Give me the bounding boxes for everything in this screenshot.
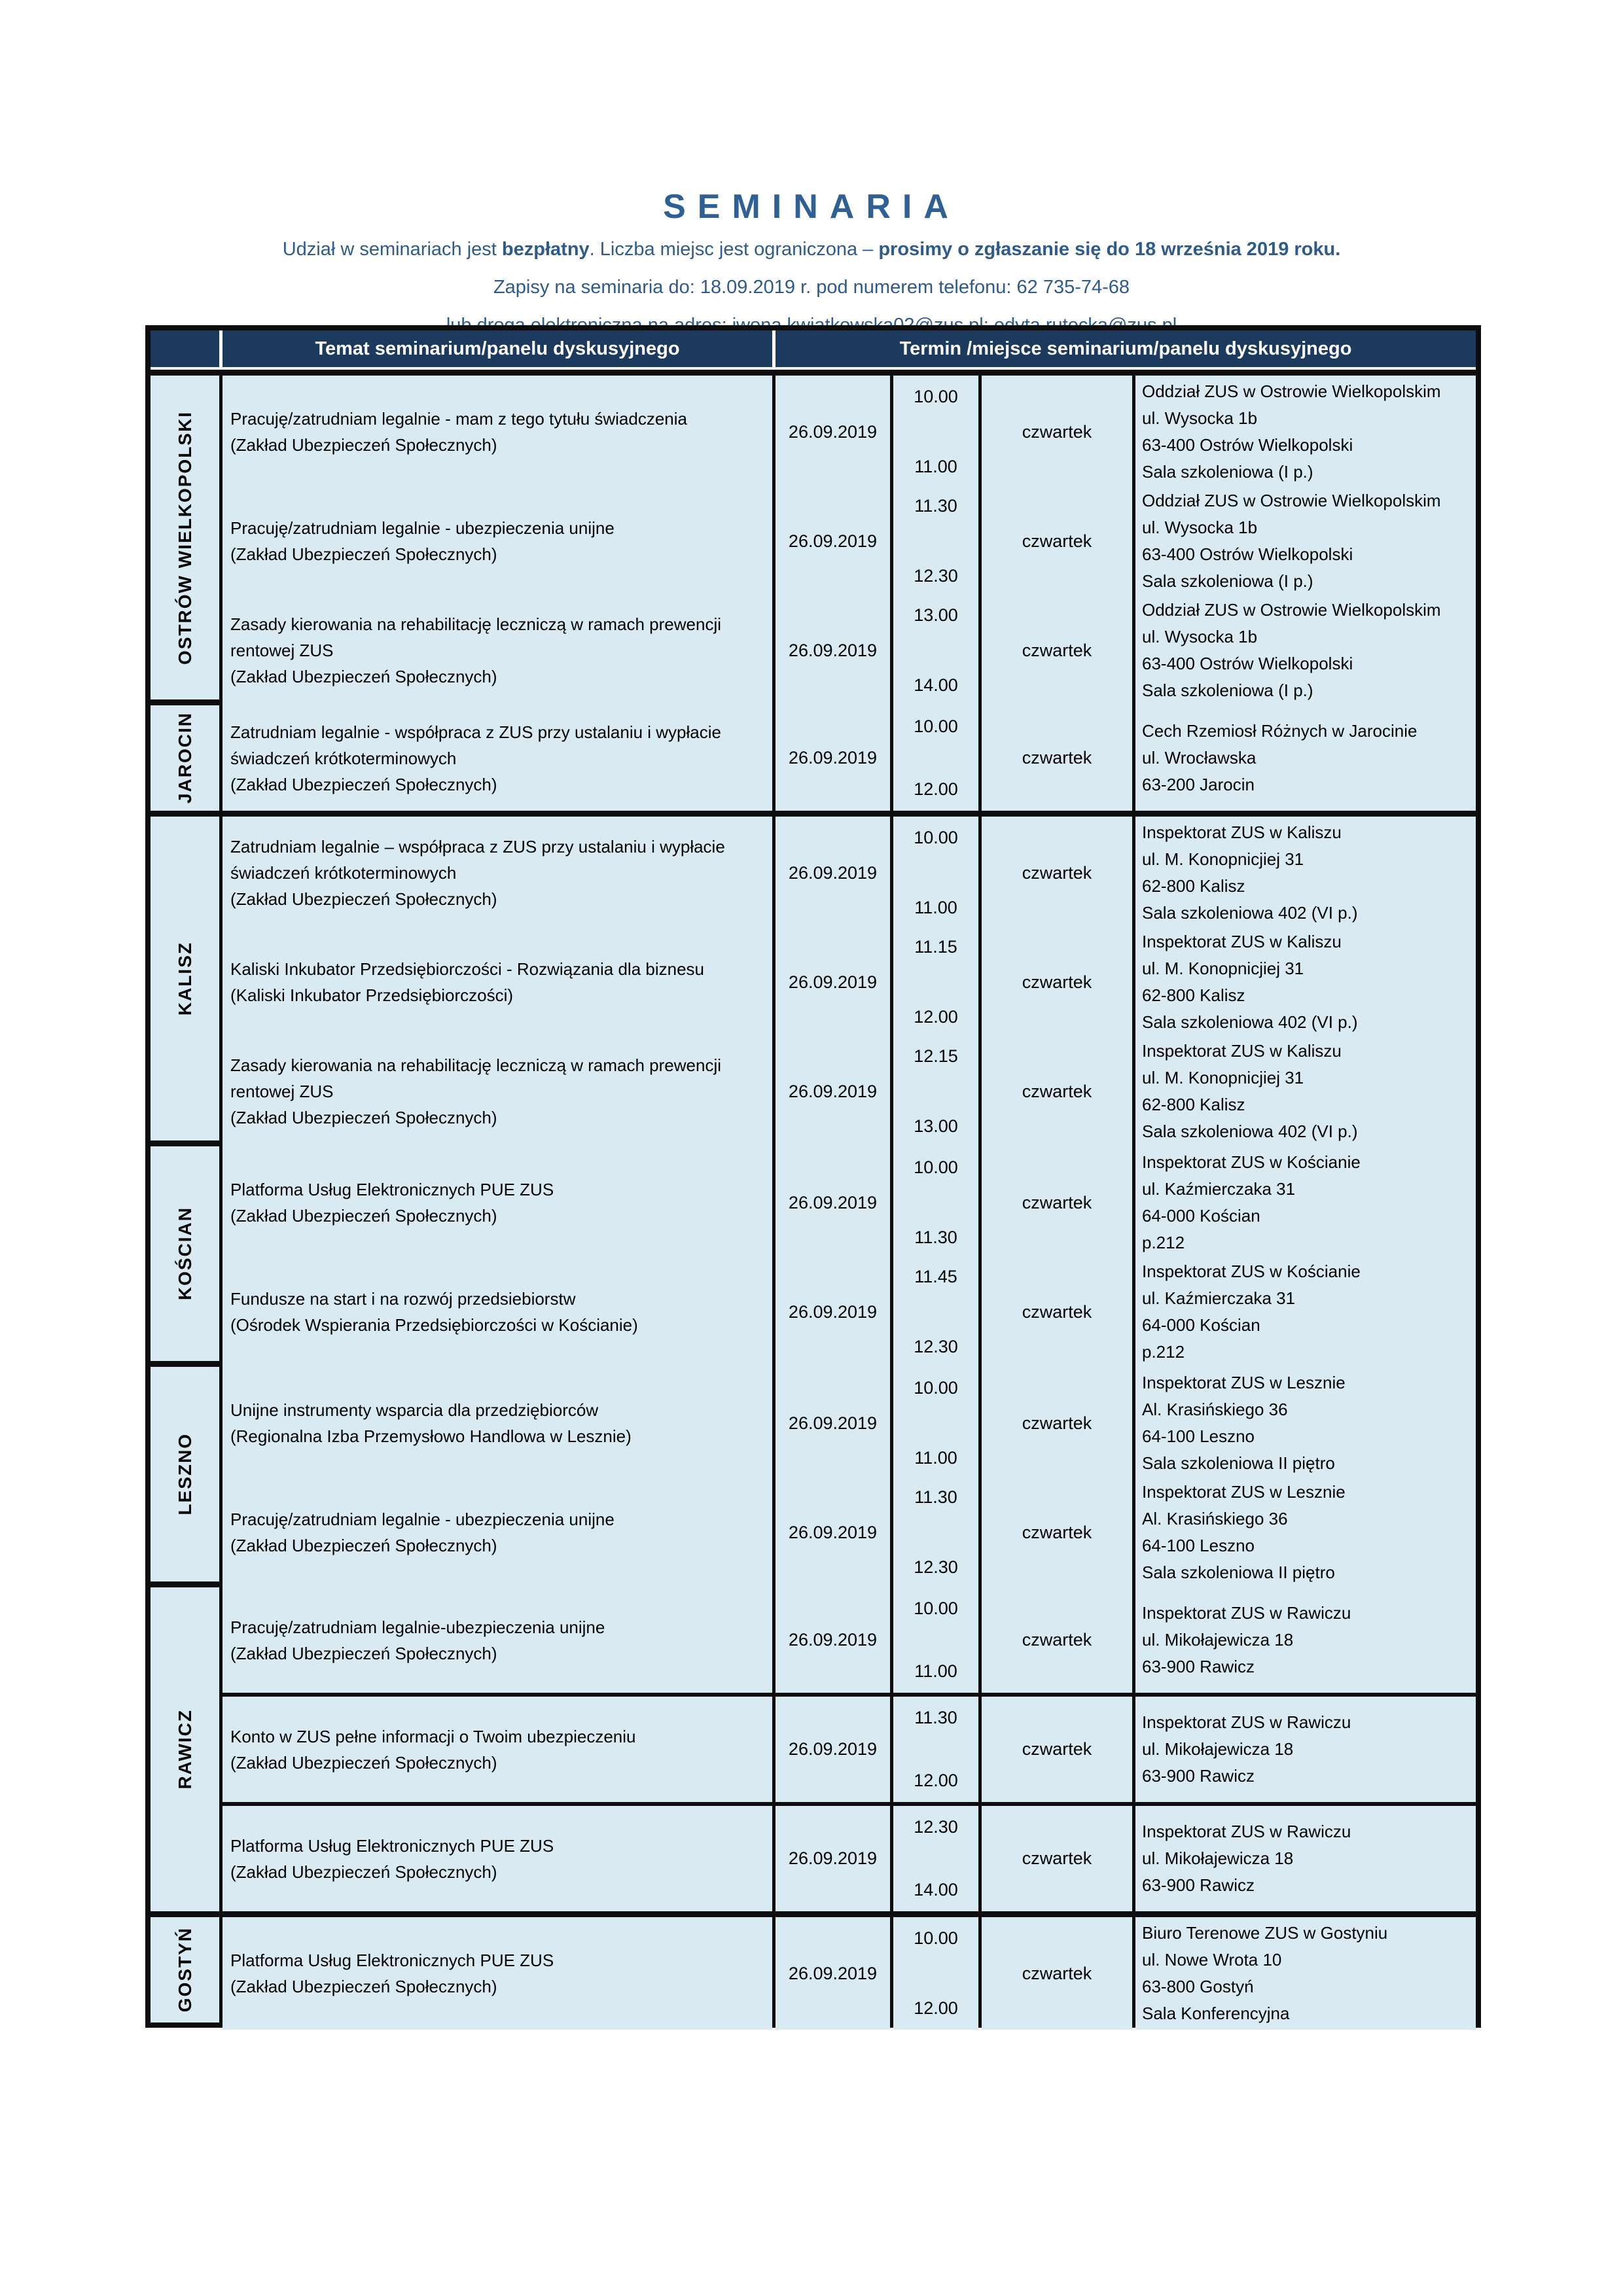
region-label: GOSTYŃ	[174, 1927, 195, 2013]
location-cell	[1135, 1367, 1476, 1479]
topic-cell	[223, 485, 772, 597]
time-cell	[893, 1587, 978, 1693]
location-line: ul. Wysocka 1b	[1142, 627, 1258, 646]
topic-cell	[223, 1917, 772, 2030]
table-row	[223, 594, 1476, 699]
time-start: 10.00	[914, 387, 958, 406]
location-cell	[1135, 705, 1476, 811]
region-label: LESZNO	[174, 1433, 195, 1515]
time-start: 10.00	[914, 1378, 958, 1398]
time-start: 11.15	[914, 937, 957, 957]
location-line: 63-900 Rawicz	[1142, 1657, 1255, 1676]
day-cell: czwartek	[982, 1146, 1132, 1259]
table-row	[223, 1917, 1476, 2022]
date-cell: 26.09.2019	[776, 1146, 890, 1259]
region-label-cell	[151, 1146, 219, 1361]
topic-cell	[223, 1256, 772, 1368]
region-label-cell	[151, 1587, 219, 1911]
location-cell	[1135, 1806, 1476, 1911]
time-start: 12.15	[914, 1046, 958, 1066]
location-line: 63-900 Rawicz	[1142, 1766, 1255, 1786]
location-line: Inspektorat ZUS w Rawiczu	[1142, 1822, 1351, 1841]
table-row	[223, 1256, 1476, 1361]
topic-line: Unijne instrumenty wsparcia dla przedziębiorców	[230, 1400, 599, 1420]
time-start: 11.30	[914, 1487, 957, 1507]
table-row	[223, 1587, 1476, 1693]
topic-line: Fundusze na start i na rozwój przedsiebiorstw	[230, 1289, 576, 1309]
date-cell: 26.09.2019	[776, 1806, 890, 1911]
location-line: Inspektorat ZUS w Kaliszu	[1142, 932, 1342, 951]
date-cell: 26.09.2019	[776, 926, 890, 1038]
location-line: 64-100 Leszno	[1142, 1426, 1255, 1446]
location-line: Sala szkoleniowa 402 (VI p.)	[1142, 1122, 1358, 1141]
topic-cell	[223, 1476, 772, 1589]
location-line: 64-000 Kościan	[1142, 1206, 1260, 1226]
topic-line: Kaliski Inkubator Przedsiębiorczości - Rozwiązania dla biznesu	[230, 959, 705, 979]
time-end: 12.00	[914, 1007, 958, 1027]
topic-line: (Regionalna Izba Przemysłowo Handlowa w Lesznie)	[230, 1426, 632, 1446]
time-end: 13.00	[914, 1116, 958, 1136]
region-group	[151, 817, 1476, 1140]
location-line: ul. M. Konopnicjiej 31	[1142, 849, 1304, 869]
time-end: 11.00	[914, 898, 957, 917]
location-line: Al. Krasińskiego 36	[1142, 1509, 1288, 1528]
region-group	[151, 1367, 1476, 1581]
date-cell: 26.09.2019	[776, 1035, 890, 1148]
location-line: Al. Krasińskiego 36	[1142, 1400, 1288, 1419]
location-cell	[1135, 1917, 1476, 2030]
time-cell	[893, 1367, 978, 1479]
topic-line: (Zakład Ubezpieczeń Społecznych)	[230, 1977, 497, 1996]
location-line: 63-200 Jarocin	[1142, 775, 1255, 794]
topic-line: świadczeń krótkoterminowych	[230, 863, 457, 883]
time-cell	[893, 1256, 978, 1368]
region-rows	[223, 1146, 1476, 1361]
region-label: JAROCIN	[174, 712, 195, 804]
time-end: 12.30	[914, 566, 958, 586]
location-cell	[1135, 1146, 1476, 1259]
time-start: 10.00	[914, 1928, 958, 1948]
location-line: Oddział ZUS w Ostrowie Wielkopolskim	[1142, 381, 1441, 401]
region-label-cell	[151, 1917, 219, 2022]
location-cell	[1135, 376, 1476, 488]
time-cell	[893, 705, 978, 811]
table-row	[223, 926, 1476, 1031]
region-label-cell	[151, 705, 219, 811]
time-end: 12.30	[914, 1557, 958, 1577]
date-cell: 26.09.2019	[776, 376, 890, 488]
location-line: Sala szkoleniowa (I p.)	[1142, 571, 1313, 591]
day-cell: czwartek	[982, 1256, 1132, 1368]
location-line: Sala szkoleniowa 402 (VI p.)	[1142, 903, 1358, 923]
document-header	[0, 0, 1623, 340]
topic-line: świadczeń krótkoterminowych	[230, 748, 457, 768]
topic-line: (Zakład Ubezpieczeń Społecznych)	[230, 1536, 497, 1555]
region-group	[151, 705, 1476, 811]
location-line: Biuro Terenowe ZUS w Gostyniu	[1142, 1923, 1388, 1943]
location-line: 62-800 Kalisz	[1142, 876, 1245, 896]
time-end: 11.00	[914, 1661, 957, 1681]
location-line: 63-400 Ostrów Wielkopolski	[1142, 544, 1353, 564]
location-cell	[1135, 1035, 1476, 1148]
location-line: Sala szkoleniowa (I p.)	[1142, 462, 1313, 482]
table-row	[223, 1146, 1476, 1252]
time-end: 14.00	[914, 1880, 958, 1899]
time-cell	[893, 1476, 978, 1589]
location-line: ul. Mikołajewicza 18	[1142, 1630, 1294, 1650]
region-label-cell	[151, 817, 219, 1140]
location-cell	[1135, 817, 1476, 929]
table-header-region-corner	[151, 330, 219, 367]
location-line: Inspektorat ZUS w Kościanie	[1142, 1152, 1361, 1172]
topic-line: Zatrudniam legalnie - współpraca z ZUS przy ustalaniu i wypłacie	[230, 722, 721, 742]
location-line: Oddział ZUS w Ostrowie Wielkopolskim	[1142, 600, 1441, 620]
intro-line-2: Zapisy na seminaria do: 18.09.2019 r. pod numerem telefonu: 62 735-74-68	[493, 277, 1130, 298]
time-end: 12.00	[914, 779, 958, 799]
location-line: ul. Wrocławska	[1142, 748, 1257, 768]
topic-cell	[223, 376, 772, 488]
topic-line: (Kaliski Inkubator Przedsiębiorczości)	[230, 985, 514, 1005]
topic-cell	[223, 705, 772, 811]
location-line: Cech Rzemiosł Różnych w Jarocinie	[1142, 721, 1418, 741]
location-cell	[1135, 594, 1476, 707]
region-label: OSTRÓW WIELKOPOLSKI	[174, 410, 195, 665]
location-line: 62-800 Kalisz	[1142, 1095, 1245, 1114]
topic-line: (Zakład Ubezpieczeń Społecznych)	[230, 544, 497, 564]
intro-line1-regular-1: Udział w seminariach jest	[282, 239, 502, 260]
location-line: 64-100 Leszno	[1142, 1536, 1255, 1555]
topic-line: (Zakład Ubezpieczeń Społecznych)	[230, 667, 497, 686]
date-cell: 26.09.2019	[776, 1476, 890, 1589]
table-header-row	[151, 330, 1476, 370]
day-cell: czwartek	[982, 1917, 1132, 2030]
location-line: Inspektorat ZUS w Kaliszu	[1142, 1041, 1342, 1061]
day-cell: czwartek	[982, 817, 1132, 929]
region-rows	[223, 1917, 1476, 2022]
region-label-cell	[151, 376, 219, 699]
region-label: KOŚCIAN	[174, 1207, 195, 1301]
table-row	[223, 1035, 1476, 1140]
topic-line: Pracuję/zatrudniam legalnie - mam z tego tytułu świadczenia	[230, 409, 688, 429]
day-cell: czwartek	[982, 1476, 1132, 1589]
location-cell	[1135, 485, 1476, 597]
seminars-table	[145, 325, 1481, 2028]
location-line: ul. Wysocka 1b	[1142, 408, 1258, 428]
location-line: p.212	[1142, 1342, 1185, 1362]
region-rows	[223, 1587, 1476, 1911]
date-cell: 26.09.2019	[776, 1587, 890, 1693]
topic-cell	[223, 926, 772, 1038]
table-header-term: Termin /miejsce seminarium/panelu dyskusyjnego	[776, 330, 1476, 367]
time-start: 11.30	[914, 496, 957, 516]
day-cell: czwartek	[982, 1806, 1132, 1911]
topic-line: Zasady kierowania na rehabilitację leczniczą w ramach prewencji	[230, 614, 722, 634]
topic-line: Zasady kierowania na rehabilitację leczniczą w ramach prewencji	[230, 1055, 722, 1075]
date-cell: 26.09.2019	[776, 485, 890, 597]
header-body-divider	[151, 370, 1476, 376]
time-start: 10.00	[914, 1598, 958, 1618]
location-line: ul. Nowe Wrota 10	[1142, 1950, 1282, 1969]
topic-cell	[223, 1697, 772, 1802]
table-row	[223, 1697, 1476, 1802]
time-cell	[893, 594, 978, 707]
date-cell: 26.09.2019	[776, 1917, 890, 2030]
topic-line: Platforma Usług Elektronicznych PUE ZUS	[230, 1835, 554, 1856]
table-row	[223, 705, 1476, 811]
date-cell: 26.09.2019	[776, 1697, 890, 1802]
region-rows	[223, 705, 1476, 811]
date-cell: 26.09.2019	[776, 1256, 890, 1368]
topic-cell	[223, 817, 772, 929]
topic-line: (Zakład Ubezpieczeń Społecznych)	[230, 1108, 497, 1127]
table-row	[223, 376, 1476, 481]
time-end: 11.30	[914, 1227, 957, 1247]
day-cell: czwartek	[982, 1587, 1132, 1693]
region-group	[151, 1146, 1476, 1361]
location-line: ul. Kaźmierczaka 31	[1142, 1288, 1296, 1308]
location-cell	[1135, 1697, 1476, 1802]
location-line: Inspektorat ZUS w Kaliszu	[1142, 822, 1342, 842]
topic-line: (Ośrodek Wspierania Przedsiębiorczości w Kościanie)	[230, 1315, 638, 1335]
topic-line: (Zakład Ubezpieczeń Społecznych)	[230, 1752, 497, 1773]
time-cell	[893, 1697, 978, 1802]
topic-line: (Zakład Ubezpieczeń Społecznych)	[230, 1862, 497, 1882]
intro-line1-regular-2: . Liczba miejsc jest ograniczona –	[589, 239, 879, 260]
time-cell	[893, 1917, 978, 2030]
day-cell: czwartek	[982, 1035, 1132, 1148]
region-rows	[223, 376, 1476, 699]
topic-cell	[223, 1146, 772, 1259]
time-end: 14.00	[914, 675, 958, 695]
topic-cell	[223, 1367, 772, 1479]
location-line: 63-400 Ostrów Wielkopolski	[1142, 435, 1353, 455]
topic-line: Pracuję/zatrudniam legalnie-ubezpieczenia unijne	[230, 1617, 605, 1637]
topic-line: (Zakład Ubezpieczeń Społecznych)	[230, 1206, 497, 1226]
day-cell: czwartek	[982, 926, 1132, 1038]
day-cell: czwartek	[982, 376, 1132, 488]
time-end: 12.00	[914, 1998, 958, 2018]
location-line: Inspektorat ZUS w Rawiczu	[1142, 1712, 1351, 1732]
time-cell	[893, 1146, 978, 1259]
location-line: 63-900 Rawicz	[1142, 1875, 1255, 1895]
topic-line: rentowej ZUS	[230, 641, 334, 660]
topic-line: Zatrudniam legalnie – współpraca z ZUS przy ustalaniu i wypłacie	[230, 837, 725, 857]
location-line: ul. M. Konopnicjiej 31	[1142, 959, 1304, 978]
location-line: ul. Kaźmierczaka 31	[1142, 1179, 1296, 1199]
time-start: 11.30	[914, 1708, 957, 1727]
location-line: Sala szkoleniowa (I p.)	[1142, 680, 1313, 700]
location-line: Inspektorat ZUS w Lesznie	[1142, 1373, 1346, 1392]
intro-line-1	[0, 235, 1623, 264]
table-header-topic: Temat seminarium/panelu dyskusyjnego	[223, 330, 772, 367]
topic-cell	[223, 1806, 772, 1911]
location-line: Inspektorat ZUS w Kościanie	[1142, 1262, 1361, 1281]
time-cell	[893, 376, 978, 488]
table-row	[223, 485, 1476, 590]
time-start: 11.45	[914, 1267, 957, 1286]
location-line: Sala szkoleniowa 402 (VI p.)	[1142, 1012, 1358, 1032]
region-group	[151, 1917, 1476, 2022]
topic-line: (Zakład Ubezpieczeń Społecznych)	[230, 435, 497, 455]
time-cell	[893, 1806, 978, 1911]
location-line: Sala szkoleniowa II piętro	[1142, 1453, 1335, 1473]
location-line: 63-800 Gostyń	[1142, 1977, 1254, 1996]
location-cell	[1135, 926, 1476, 1038]
table-row	[223, 1367, 1476, 1472]
region-rows	[223, 817, 1476, 1140]
time-end: 11.00	[914, 457, 957, 476]
region-label-cell	[151, 1367, 219, 1581]
region-group	[151, 376, 1476, 699]
topic-cell	[223, 1035, 772, 1148]
page-title: SEMINARIA	[663, 188, 960, 226]
time-start: 10.00	[914, 1157, 958, 1177]
date-cell: 26.09.2019	[776, 594, 890, 707]
region-rows	[223, 1367, 1476, 1581]
date-cell: 26.09.2019	[776, 817, 890, 929]
table-row	[223, 1806, 1476, 1911]
location-line: Inspektorat ZUS w Rawiczu	[1142, 1603, 1351, 1623]
topic-line: Platforma Usług Elektronicznych PUE ZUS	[230, 1951, 554, 1970]
table-row	[223, 817, 1476, 922]
time-start: 13.00	[914, 605, 958, 625]
time-start: 12.30	[914, 1817, 958, 1837]
location-line: ul. Mikołajewicza 18	[1142, 1739, 1294, 1759]
region-label: RAWICZ	[174, 1709, 195, 1790]
topic-line: Platforma Usług Elektronicznych PUE ZUS	[230, 1180, 554, 1199]
topic-cell	[223, 1587, 772, 1693]
region-label: KALISZ	[174, 941, 195, 1016]
time-cell	[893, 485, 978, 597]
location-line: 63-400 Ostrów Wielkopolski	[1142, 654, 1353, 673]
day-cell: czwartek	[982, 485, 1132, 597]
location-line: ul. Wysocka 1b	[1142, 518, 1258, 537]
time-end: 12.00	[914, 1771, 958, 1790]
topic-line: Konto w ZUS pełne informacji o Twoim ubezpieczeniu	[230, 1726, 636, 1746]
table-body	[151, 376, 1476, 2022]
location-line: Inspektorat ZUS w Lesznie	[1142, 1482, 1346, 1502]
table-row	[223, 1476, 1476, 1581]
location-line: ul. Mikołajewicza 18	[1142, 1848, 1294, 1868]
location-line: 64-000 Kościan	[1142, 1315, 1260, 1335]
topic-line: Pracuję/zatrudniam legalnie - ubezpieczenia unijne	[230, 518, 615, 538]
location-line: Sala Konferencyjna	[1142, 2004, 1290, 2023]
day-cell: czwartek	[982, 1367, 1132, 1479]
day-cell: czwartek	[982, 1697, 1132, 1802]
day-cell: czwartek	[982, 594, 1132, 707]
date-cell: 26.09.2019	[776, 1367, 890, 1479]
location-line: Oddział ZUS w Ostrowie Wielkopolskim	[1142, 491, 1441, 510]
location-line: 62-800 Kalisz	[1142, 985, 1245, 1005]
intro-line1-bold-2: prosimy o zgłaszanie się do 18 września 2019 roku.	[878, 239, 1341, 260]
location-cell	[1135, 1587, 1476, 1693]
location-line: ul. M. Konopnicjiej 31	[1142, 1068, 1304, 1087]
day-cell: czwartek	[982, 705, 1132, 811]
location-cell	[1135, 1256, 1476, 1368]
location-cell	[1135, 1476, 1476, 1589]
topic-cell	[223, 594, 772, 707]
time-cell	[893, 1035, 978, 1148]
time-start: 10.00	[914, 716, 958, 736]
topic-line: Pracuję/zatrudniam legalnie - ubezpieczenia unijne	[230, 1510, 615, 1529]
time-end: 12.30	[914, 1337, 958, 1356]
region-group	[151, 1587, 1476, 1911]
time-start: 10.00	[914, 828, 958, 847]
topic-line: (Zakład Ubezpieczeń Społecznych)	[230, 1643, 497, 1663]
date-cell: 26.09.2019	[776, 705, 890, 811]
topic-line: (Zakład Ubezpieczeń Społecznych)	[230, 774, 497, 794]
location-line: Sala szkoleniowa II piętro	[1142, 1563, 1335, 1582]
location-line: p.212	[1142, 1233, 1185, 1252]
topic-line: rentowej ZUS	[230, 1082, 334, 1101]
time-cell	[893, 926, 978, 1038]
time-end: 11.00	[914, 1448, 957, 1468]
topic-line: (Zakład Ubezpieczeń Społecznych)	[230, 889, 497, 909]
time-cell	[893, 817, 978, 929]
intro-line1-bold-1: bezpłatny	[501, 239, 590, 260]
